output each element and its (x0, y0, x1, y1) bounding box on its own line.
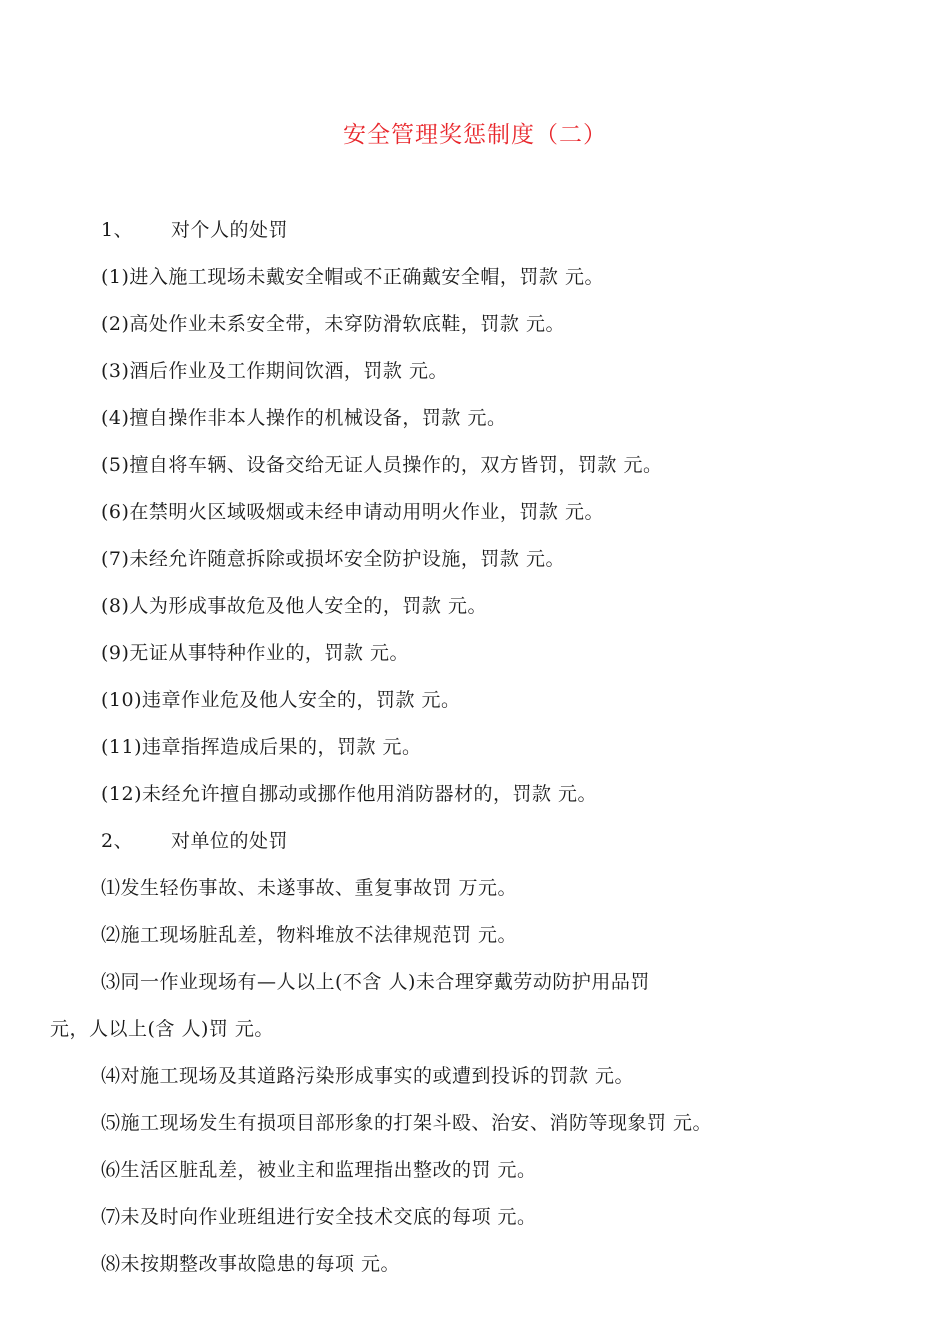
list-item: (11)违章指挥造成后果的，罚款 元。 (101, 736, 422, 758)
list-item: ⑺未及时向作业班组进行安全技术交底的每项 元。 (101, 1206, 537, 1228)
list-item: (4)擅自操作非本人操作的机械设备，罚款 元。 (101, 407, 507, 429)
list-item-continuation: 元，人以上(含 人)罚 元。 (50, 1018, 274, 1040)
list-item: (10)违章作业危及他人安全的，罚款 元。 (101, 689, 461, 711)
list-item: ⑷对施工现场及其道路污染形成事实的或遭到投诉的罚款 元。 (101, 1065, 635, 1087)
section-title: 对个人的处罚 (171, 219, 289, 241)
list-item: ⑴发生轻伤事故、未遂事故、重复事故罚 万元。 (101, 877, 518, 899)
section-heading-individual (101, 215, 288, 242)
list-item: ⑶同一作业现场有—人以上(不含 人)未合理穿戴劳动防护用品罚 (101, 971, 650, 993)
list-item: ⑵施工现场脏乱差，物料堆放不法律规范罚 元。 (101, 924, 518, 946)
section-title: 对单位的处罚 (171, 830, 289, 852)
list-item: (5)擅自将车辆、设备交给无证人员操作的，双方皆罚，罚款 元。 (101, 454, 663, 476)
section-heading-unit (101, 826, 288, 853)
list-item: ⑻未按期整改事故隐患的每项 元。 (101, 1253, 401, 1275)
list-item: (1)进入施工现场未戴安全帽或不正确戴安全帽，罚款 元。 (101, 266, 604, 288)
list-item: (9)无证从事特种作业的，罚款 元。 (101, 642, 409, 664)
list-item: (2)高处作业未系安全带，未穿防滑软底鞋，罚款 元。 (101, 313, 565, 335)
document-title: 安全管理奖惩制度（二） (343, 122, 607, 148)
list-item: (12)未经允许擅自挪动或挪作他用消防器材的，罚款 元。 (101, 783, 598, 805)
section-number: 2、 (101, 830, 134, 852)
list-item: (7)未经允许随意拆除或损坏安全防护设施，罚款 元。 (101, 548, 565, 570)
list-item: (6)在禁明火区域吸烟或未经申请动用明火作业，罚款 元。 (101, 501, 604, 523)
section-number: 1、 (101, 219, 134, 241)
list-item: (3)酒后作业及工作期间饮酒，罚款 元。 (101, 360, 448, 382)
list-item: (8)人为形成事故危及他人安全的，罚款 元。 (101, 595, 487, 617)
list-item: ⑸施工现场发生有损项目部形象的打架斗殴、治安、消防等现象罚 元。 (101, 1112, 713, 1134)
list-item: ⑹生活区脏乱差，被业主和监理指出整改的罚 元。 (101, 1159, 537, 1181)
